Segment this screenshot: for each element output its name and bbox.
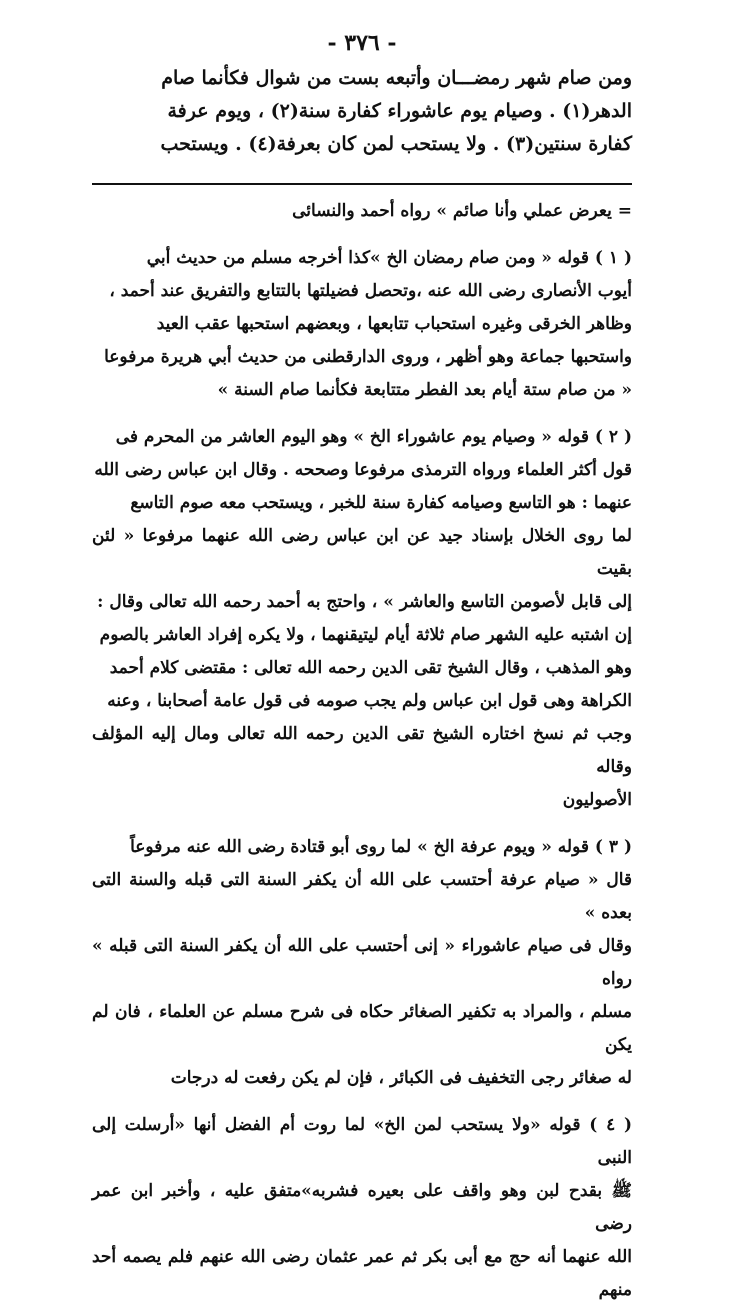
footnote-line: لما روى الخلال بإسناد جيد عن ابن عباس رضى الله عنهما مرفوعا « لئن بقيت [92, 526, 632, 579]
footnote-line: قول أكثر العلماء ورواه الترمذى مرفوعا وصححه . وقال ابن عباس رضى الله [94, 460, 632, 480]
footnote-line: ( ١ ) قوله « ومن صام رمضان الخ »كذا أخرجه مسلم من حديث أبي [146, 248, 632, 268]
footnote-line: مسلم ، والمراد به تكفير الصغائر حكاه فى شرح مسلم عن العلماء ، فان لم يكن [92, 1002, 632, 1055]
footnote-line: قال « صيام عرفة أحتسب على الله أن يكفر السنة التى قبله والسنة التى بعده » [92, 870, 632, 923]
footnote-line: عنهما : هو التاسع وصيامه كفارة سنة للخبر ، ويستحب معه صوم التاسع [130, 493, 632, 513]
footnote-divider [92, 183, 632, 185]
footnote-2 [92, 421, 632, 817]
footnote-line: إلى قابل لأصومن التاسع والعاشر » ، واحتج به أحمد رحمه الله تعالى وقال : [97, 592, 632, 612]
footnote-3 [92, 831, 632, 1095]
footnote-line: وهو المذهب ، وقال الشيخ تقى الدين رحمه الله تعالى : مقتضى كلام أحمد [109, 658, 632, 678]
main-text [92, 62, 632, 161]
footnote-line: واستحبها جماعة وهو أظهر ، وروى الدارقطنى من حديث أبي هريرة مرفوعا [104, 347, 632, 367]
main-text-line: ومن صام شهر رمضـــان وأتبعه بست من شوال فكأنما صام [161, 67, 632, 89]
footnote-line: وجب ثم نسخ اختاره الشيخ تقى الدين رحمه الله تعالى ومال إليه المؤلف وقاله [92, 724, 632, 777]
book-page [92, 30, 632, 1300]
footnote-line: الأصوليون [562, 790, 632, 810]
footnote-line: « من صام ستة أيام بعد الفطر متتابعة فكأنما صام السنة » [217, 380, 632, 400]
footnote-continuation: = يعرض عملي وأنا صائم » رواه أحمد والنسائى [292, 201, 632, 221]
footnote-1 [92, 242, 632, 407]
footnote-line: إن اشتبه عليه الشهر صام ثلاثة أيام ليتيقنهما ، ولا يكره إفراد العاشر بالصوم [99, 625, 632, 645]
footnote-line: وظاهر الخرقى وغيره استحباب تتابعها ، وبعضهم استحبها عقب العيد [156, 314, 632, 334]
footnote-line: ( ٢ ) قوله « وصيام يوم عاشوراء الخ » وهو اليوم العاشر من المحرم فى [115, 427, 632, 447]
footnote-line: ﷺ بقدح لبن وهو واقف على بعيره فشربه»متفق عليه ، وأخبر ابن عمر رضى [92, 1181, 632, 1234]
main-text-line: كفارة سنتين(٣) . ولا يستحب لمن كان بعرفة(٤) . ويستحب [160, 133, 632, 155]
footnote-line: له صغائر رجى التخفيف فى الكبائر ، فإن لم يكن رفعت له درجات [170, 1068, 632, 1088]
footnote-line: وقال فى صيام عاشوراء « إنى أحتسب على الله أن يكفر السنة التى قبله » رواه [92, 936, 632, 989]
footnote-line: الله عنهما أنه حج مع أبى بكر ثم عمر عثمان رضى الله عنهم فلم يصمه أحد منهم [92, 1247, 632, 1300]
footnote-4 [92, 1109, 632, 1307]
main-text-line: الدهر(١) . وصيام يوم عاشوراء كفارة سنة(٢) ، ويوم عرفة [167, 100, 632, 122]
footnote-line: أيوب الأنصارى رضى الله عنه ،وتحصل فضيلتها بالتتابع والتفريق عند أحمد ، [109, 281, 632, 301]
footnote-line: ( ٤ ) قوله «ولا يستحب لمن الخ» لما روت أم الفضل أنها «أرسلت إلى النبى [92, 1115, 632, 1168]
page-number: - ٣٧٦ - [327, 30, 397, 56]
footnote-line: الكراهة وهى قول ابن عباس ولم يجب صومه فى قول عامة أصحابنا ، وعنه [107, 691, 632, 711]
footnote-line: ( ٣ ) قوله « ويوم عرفة الخ » لما روى أبو قتادة رضى الله عنه مرفوعاً [130, 837, 632, 857]
footnotes [92, 195, 632, 1307]
